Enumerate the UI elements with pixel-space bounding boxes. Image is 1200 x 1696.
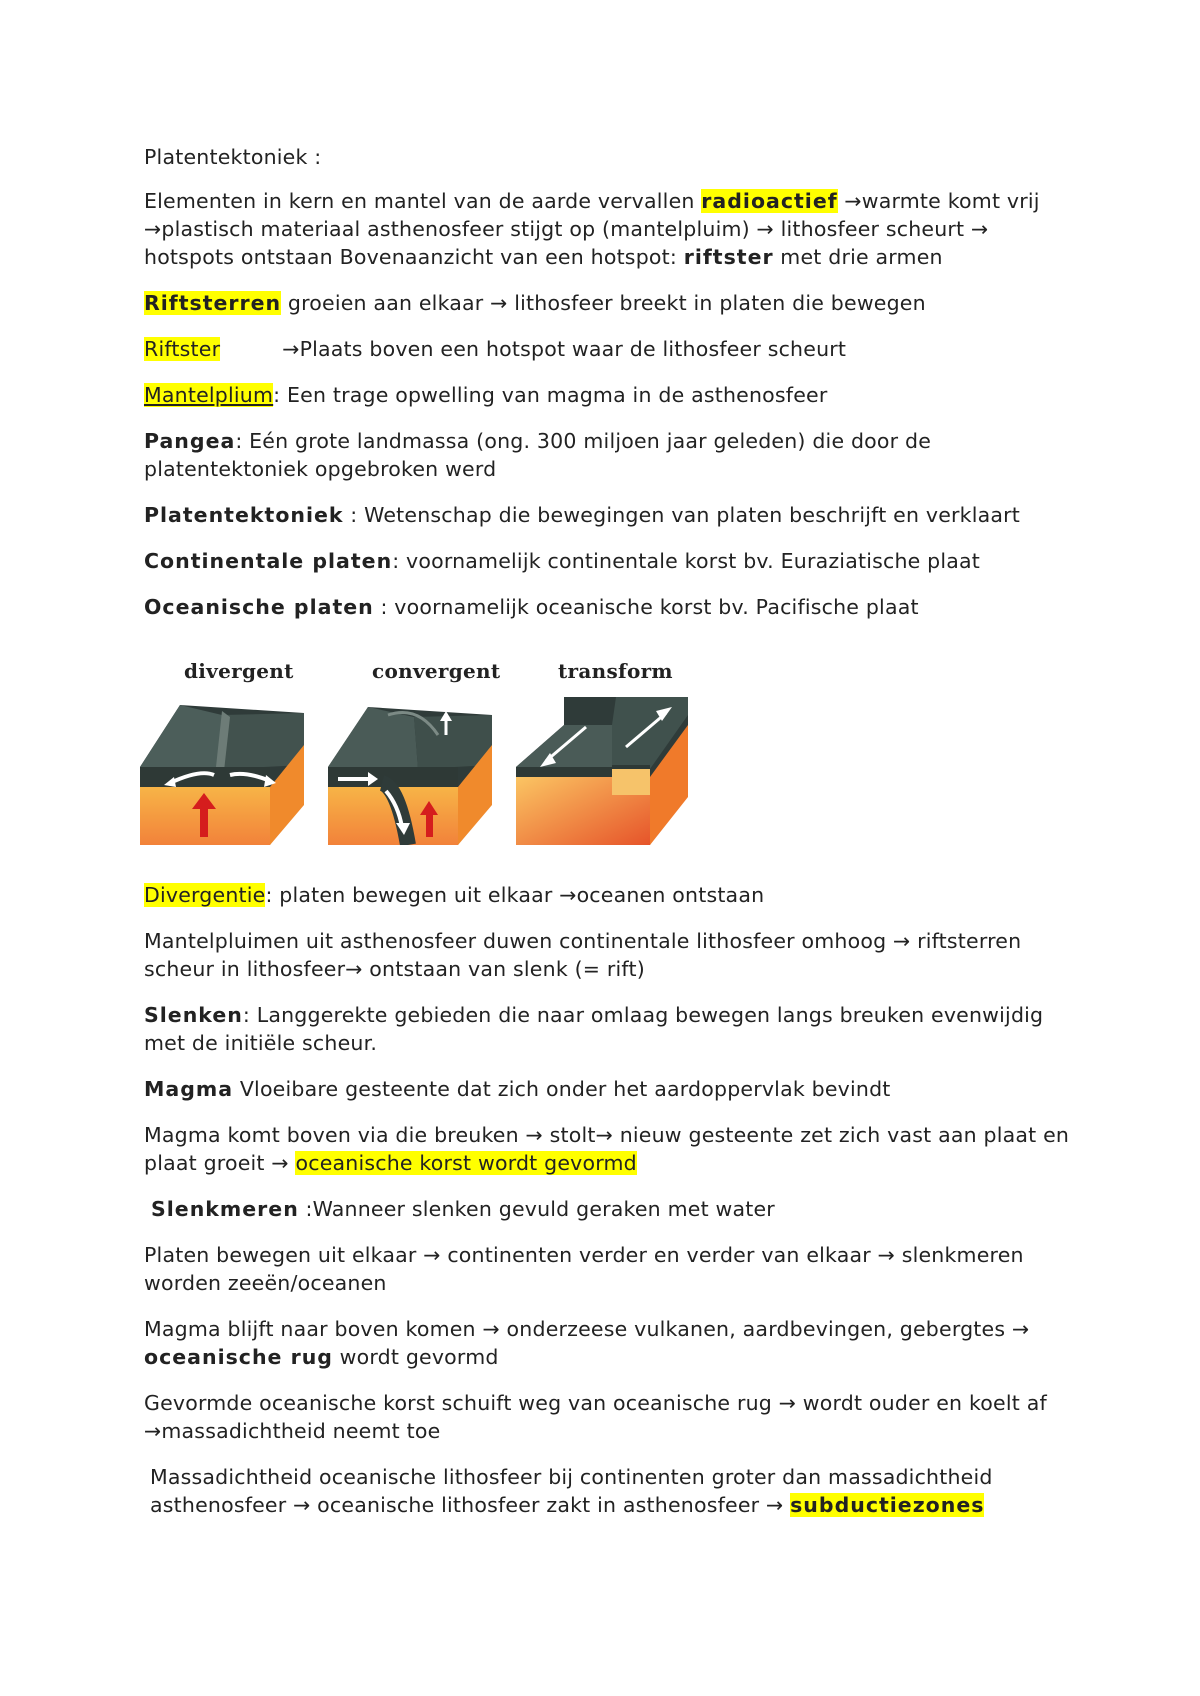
label-divergent: divergent [184,659,294,683]
paragraph-mantelpluimen: Mantelpluimen uit asthenosfeer duwen continentale lithosfeer omhoog → riftsterren scheur in lithosfeer→ ontstaan van slenk (= rift) [144,929,1022,981]
paragraph-divergentie [144,881,1080,909]
paragraph-pangea [144,427,1080,483]
text: Elementen in kern en mantel van de aarde vervallen [144,189,702,213]
highlight-radioactief: radioactief [701,189,838,213]
text: met drie armen [773,245,943,269]
text: wordt gevormd [332,1345,499,1369]
text: Vloeibare gesteente dat zich onder het aardoppervlak bevindt [233,1077,891,1101]
text: : Langgerekte gebieden die naar omlaag bewegen langs breuken evenwijdig met de initiële scheur. [144,1003,1044,1055]
label-convergent: convergent [372,659,501,683]
highlight-mantelplium: Mantelplium [144,383,274,407]
paragraph-slenken [144,1001,1080,1057]
term-platentektoniek: Platentektoniek [144,503,344,527]
highlight-riftsterren: Riftsterren [144,291,282,315]
document-title: Platentektoniek : [144,145,322,169]
text: Magma komt boven via die breuken → stolt→ nieuw gesteente zet zich vast aan plaat en plaat groeit → [144,1123,1070,1175]
term-riftster: riftster [683,245,774,269]
highlight-divergentie: Divergentie [144,883,266,907]
paragraph-platen-bewegen: Platen bewegen uit elkaar → continenten verder en verder van elkaar → slenkmeren worden zeeën/oceanen [144,1243,1024,1295]
text: :Wanneer slenken gevuld geraken met water [298,1197,775,1221]
text: groeien aan elkaar → lithosfeer breekt in platen die bewegen [281,291,926,315]
term-pangea: Pangea [144,429,236,453]
paragraph-gevormde-korst: Gevormde oceanische korst schuift weg van oceanische rug → wordt ouder en koelt af →massadichtheid neemt toe [144,1391,1047,1443]
term-slenkmeren: Slenkmeren [151,1197,299,1221]
paragraph-slenkmeren [144,1195,1080,1223]
paragraph-riftster [144,335,1080,363]
highlight-riftster: Riftster [144,337,221,361]
plate-boundaries-figure [140,659,720,849]
paragraph-platentektoniek [144,501,1080,529]
highlight-subductiezones: subductiezones [790,1493,985,1517]
text: →warmte komt vrij →plastisch materiaal asthenosfeer stijgt op (mantelpluim) → lithosfeer scheurt → hotspots ontstaan Bovenaanzicht van een hotspot: [144,189,1040,269]
paragraph-oceanische-platen [144,593,1080,621]
term-magma: Magma [144,1077,234,1101]
text: Magma blijft naar boven komen → onderzeese vulkanen, aardbevingen, gebergtes → [144,1317,1030,1341]
paragraph-magma-blijft [144,1315,1080,1371]
divergent-diagram [140,695,310,845]
highlight-oceanische-korst: oceanische korst wordt gevormd [295,1151,637,1175]
paragraph-mantelplium [144,381,1080,409]
term-oceanische-rug: oceanische rug [144,1345,333,1369]
text: : Wetenschap die bewegingen van platen beschrijft en verklaart [343,503,1021,527]
convergent-diagram [328,695,498,845]
transform-diagram [516,695,696,845]
term-slenken: Slenken [144,1003,243,1027]
paragraph-magma [144,1075,1080,1103]
paragraph-massadichtheid [144,1463,1080,1519]
term-continentale-platen: Continentale platen [144,549,393,573]
paragraph-riftsterren [144,289,1080,317]
text: : Eén grote landmassa (ong. 300 miljoen jaar geleden) die door de platentektoniek opgebroken werd [144,429,932,481]
paragraph-magma-komt-boven [144,1121,1080,1177]
text: : voornamelijk oceanische korst bv. Pacifische plaat [373,595,919,619]
text: : voornamelijk continentale korst bv. Euraziatische plaat [392,549,981,573]
paragraph-continentale-platen [144,547,1080,575]
label-transform: transform [558,659,673,683]
text: Massadichtheid oceanische lithosfeer bij continenten groter dan massadichtheid asthenosfeer → oceanische lithosfeer zakt in asthenosfeer → [150,1465,993,1517]
text: : platen bewegen uit elkaar →oceanen ontstaan [265,883,765,907]
text: : Een trage opwelling van magma in de asthenosfeer [273,383,828,407]
term-oceanische-platen: Oceanische platen [144,595,374,619]
paragraph-radioactief [144,187,1080,271]
text: →Plaats boven een hotspot waar de lithosfeer scheurt [282,337,847,361]
